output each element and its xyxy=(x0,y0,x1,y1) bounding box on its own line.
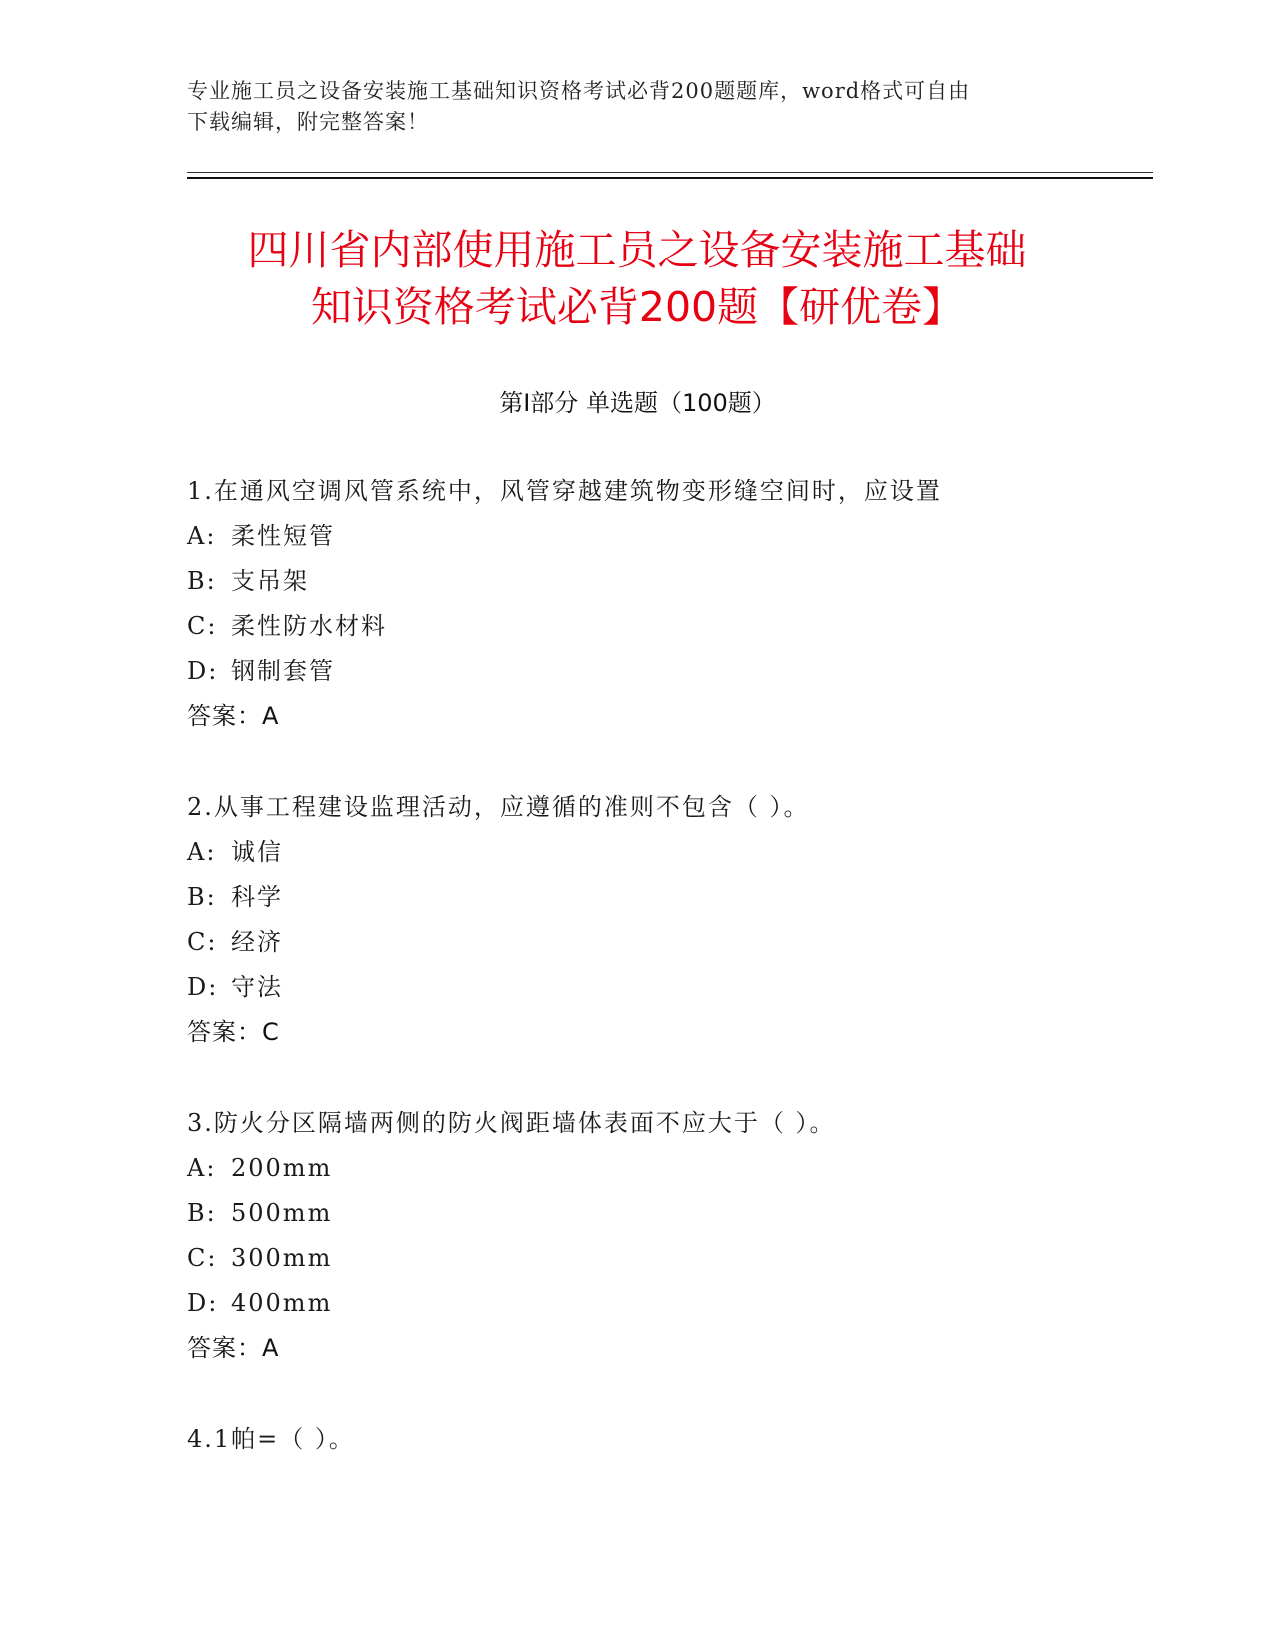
option-a xyxy=(187,837,1147,882)
option-b xyxy=(187,1198,1147,1243)
header-divider-thin xyxy=(187,172,1153,173)
option-text: 诚信 xyxy=(231,838,283,866)
option-letter: B: xyxy=(187,883,217,911)
option-text: 柔性防水材料 xyxy=(231,612,387,640)
option-text: 500mm xyxy=(231,1199,333,1227)
option-text: 钢制套管 xyxy=(231,657,335,685)
question-stem: 3.防火分区隔墙两侧的防火阀距墙体表面不应大于（ ）。 xyxy=(187,1109,836,1137)
option-d xyxy=(187,656,1147,701)
option-letter: C: xyxy=(187,928,218,956)
option-letter: A: xyxy=(187,522,217,550)
document-title-line-1: 四川省内部使用施工员之设备安装施工基础 xyxy=(247,226,1027,274)
option-text: 柔性短管 xyxy=(231,522,335,550)
option-b xyxy=(187,566,1147,611)
answer-line: 答案：A xyxy=(187,1334,280,1362)
answer-line: 答案：A xyxy=(187,702,280,730)
option-c xyxy=(187,611,1147,656)
question-3 xyxy=(187,1108,1147,1378)
option-letter: D: xyxy=(187,1289,219,1317)
option-text: 经济 xyxy=(231,928,283,956)
option-letter: A: xyxy=(187,838,217,866)
question-2 xyxy=(187,792,1147,1062)
option-text: 支吊架 xyxy=(231,567,309,595)
option-b xyxy=(187,882,1147,927)
option-text: 400mm xyxy=(231,1289,333,1317)
header-note-line-1: 专业施工员之设备安装施工基础知识资格考试必背200题题库，word格式可自由 xyxy=(187,79,971,103)
option-a xyxy=(187,521,1147,566)
option-d xyxy=(187,1288,1147,1333)
option-letter: B: xyxy=(187,1199,217,1227)
option-text: 守法 xyxy=(231,973,283,1001)
document-header-note xyxy=(187,76,1067,138)
question-stem: 2.从事工程建设监理活动，应遵循的准则不包含（ ）。 xyxy=(187,793,810,821)
question-stem: 4.1帕=（ ）。 xyxy=(187,1425,355,1453)
option-a xyxy=(187,1153,1147,1198)
option-text: 300mm xyxy=(231,1244,333,1272)
section-heading: 第Ⅰ部分 单选题（100题） xyxy=(499,389,776,417)
document-title xyxy=(187,222,1087,336)
option-letter: D: xyxy=(187,973,219,1001)
option-d xyxy=(187,972,1147,1017)
option-letter: D: xyxy=(187,657,219,685)
answer-line: 答案：C xyxy=(187,1018,280,1046)
question-stem: 1.在通风空调风管系统中，风管穿越建筑物变形缝空间时，应设置 xyxy=(187,477,942,505)
option-letter: C: xyxy=(187,1244,218,1272)
document-title-line-2: 知识资格考试必背200题【研优卷】 xyxy=(310,283,964,331)
question-1 xyxy=(187,476,1147,746)
option-letter: C: xyxy=(187,612,218,640)
option-letter: A: xyxy=(187,1154,217,1182)
option-c xyxy=(187,1243,1147,1288)
option-letter: B: xyxy=(187,567,217,595)
option-c xyxy=(187,927,1147,972)
header-divider-thick xyxy=(187,177,1153,179)
option-text: 200mm xyxy=(231,1154,333,1182)
option-text: 科学 xyxy=(231,883,283,911)
header-note-line-2: 下载编辑，附完整答案！ xyxy=(187,110,429,134)
question-4 xyxy=(187,1424,1147,1469)
